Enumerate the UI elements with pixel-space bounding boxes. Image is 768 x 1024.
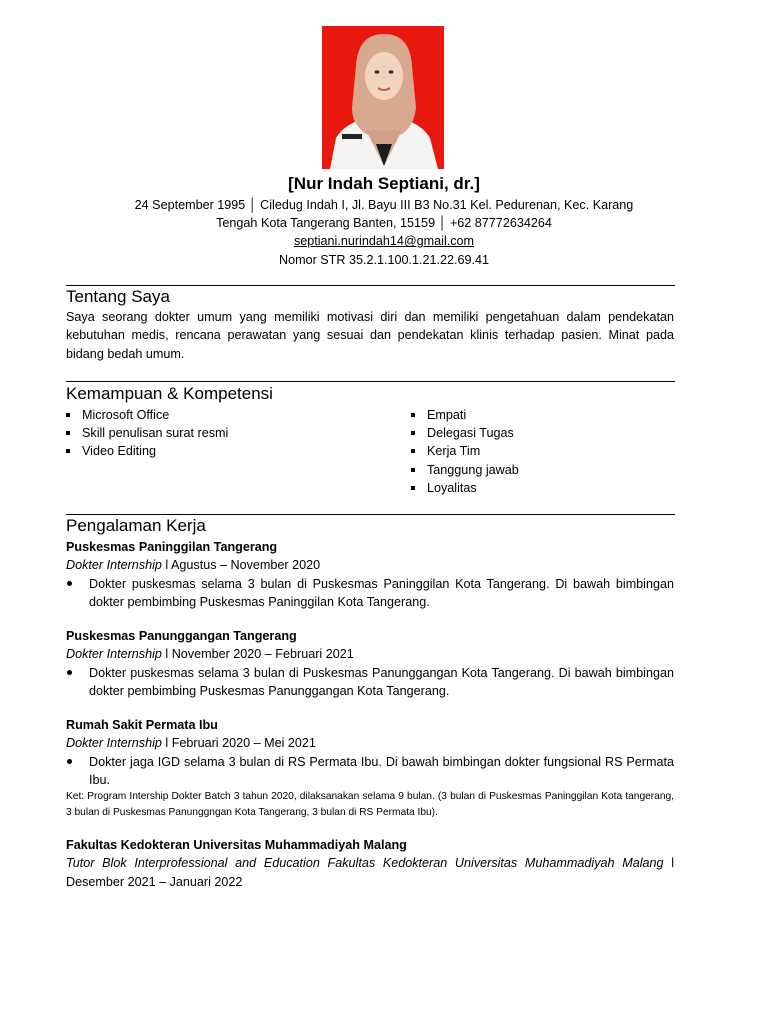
job-role: Dokter Internship l November 2020 – Februari 2021 bbox=[66, 647, 354, 662]
divider bbox=[66, 285, 675, 286]
email-link[interactable]: septiani.nurindah14@gmail.com bbox=[293, 234, 475, 249]
contact-line-2: Tengah Kota Tangerang Banten, 15159 │ +62 87772634264 bbox=[216, 216, 552, 231]
skill-item: Kerja Tim bbox=[411, 442, 519, 460]
skill-item: Loyalitas bbox=[411, 479, 519, 497]
job-description: Dokter puskesmas selama 3 bulan di Puskesmas Paninggilan Kota Tangerang. Di bawah bimbingan dokter pembimbing Puskesmas Paninggilan Kota Tangerang. bbox=[66, 575, 674, 611]
skills-heading: Kemampuan & Kompetensi bbox=[66, 384, 273, 403]
job-role: Dokter Internship l Agustus – November 2020 bbox=[66, 558, 321, 573]
skill-item: Empati bbox=[411, 406, 519, 424]
job-entry bbox=[66, 836, 674, 891]
skill-item: Microsoft Office bbox=[66, 406, 228, 424]
skills-list-left bbox=[66, 406, 228, 461]
str-number: Nomor STR 35.2.1.100.1.21.22.69.41 bbox=[278, 252, 490, 267]
job-description: Dokter puskesmas selama 3 bulan di Puskesmas Panunggangan Kota Tangerang. Di bawah bimbingan dokter pembimbing Puskesmas Panunggangan Kota Tangerang. bbox=[66, 664, 674, 700]
skill-item: Tanggung jawab bbox=[411, 461, 519, 479]
experience-heading: Pengalaman Kerja bbox=[66, 516, 206, 535]
about-heading: Tentang Saya bbox=[66, 287, 170, 306]
job-entry bbox=[66, 716, 674, 821]
candidate-name: [Nur Indah Septiani, dr.] bbox=[288, 174, 480, 193]
job-entry bbox=[66, 627, 674, 700]
job-entry bbox=[66, 538, 674, 611]
skill-item: Video Editing bbox=[66, 442, 228, 460]
job-description: Dokter jaga IGD selama 3 bulan di RS Permata Ibu. Di bawah bimbingan dokter fungsional RS Permata Ibu. bbox=[66, 753, 674, 789]
internship-note: Ket: Program Intership Dokter Batch 3 tahun 2020, dilaksanakan selama 9 bulan. (3 bulan di Puskesmas Paninggilan Kota tangerang, 3 bulan di Puskesmas Panunggngan Kota Tangerang, 3 bulan di RS Permata Ibu). bbox=[66, 791, 674, 819]
job-organization: Rumah Sakit Permata Ibu bbox=[66, 718, 218, 732]
job-role: Tutor Blok Interprofessional and Education Fakultas Kedokteran Universitas Muhammadiyah Malang l Desember 2021 – Januari 2022 bbox=[66, 856, 675, 889]
skill-item: Delegasi Tugas bbox=[411, 424, 519, 442]
skills-list-right bbox=[411, 406, 519, 497]
skill-item: Skill penulisan surat resmi bbox=[66, 424, 228, 442]
contact-info bbox=[90, 196, 678, 269]
job-role: Dokter Internship l Februari 2020 – Mei 2021 bbox=[66, 736, 316, 751]
job-organization: Puskesmas Paninggilan Tangerang bbox=[66, 540, 278, 554]
job-organization: Fakultas Kedokteran Universitas Muhammadiyah Malang bbox=[66, 838, 407, 852]
divider bbox=[66, 381, 675, 382]
job-organization: Puskesmas Panunggangan Tangerang bbox=[66, 629, 297, 643]
about-text: Saya seorang dokter umum yang memiliki motivasi diri dan memiliki pengetahuan dalam pendekatan kebutuhan medis, rencana perawatan yang sesuai dan pendekatan klinis terhadap pasien. Minat pada bidang bedah umum. bbox=[66, 310, 674, 361]
contact-line-1: 24 September 1995 │ Ciledug Indah I, Jl. Bayu III B3 No.31 Kel. Pedurenan, Kec. Karang bbox=[134, 198, 634, 212]
divider bbox=[66, 514, 675, 515]
profile-photo bbox=[322, 26, 444, 169]
